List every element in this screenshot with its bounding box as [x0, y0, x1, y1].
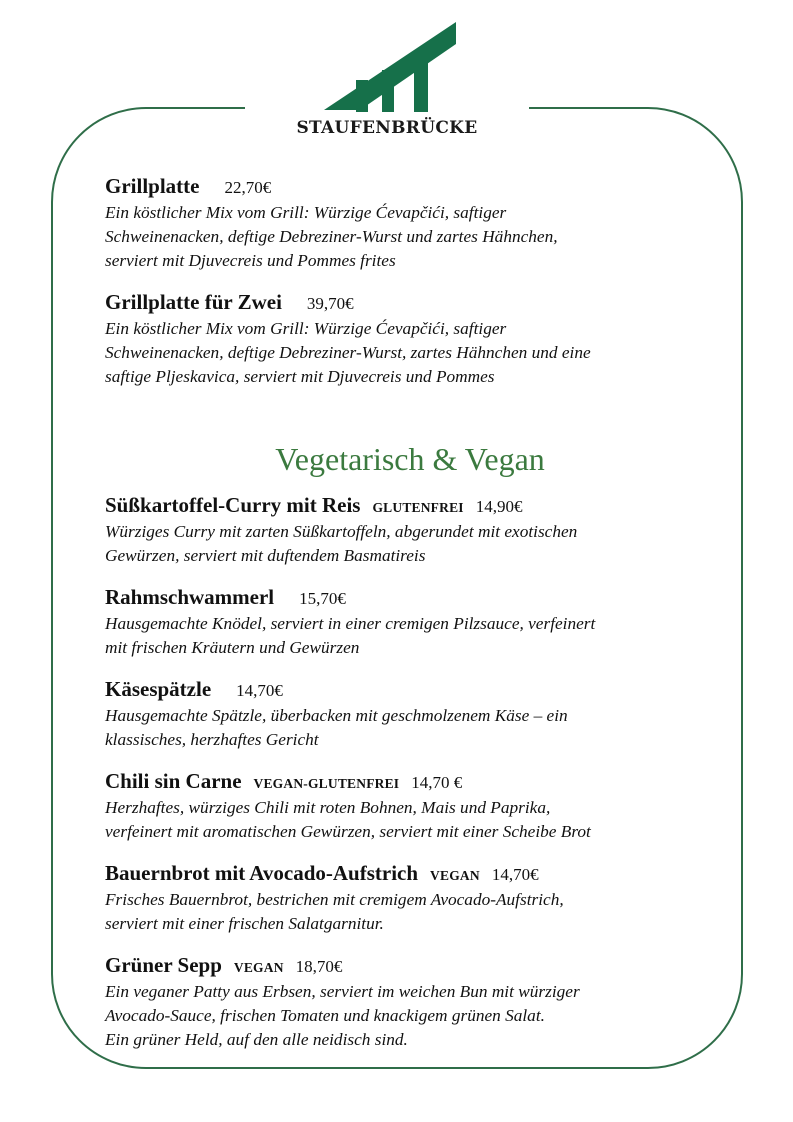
menu-content: [105, 174, 715, 1069]
menu-item-name: Süßkartoffel-Curry mit Reis: [105, 493, 361, 517]
bridge-logo-icon: [320, 20, 460, 112]
menu-item-description: [105, 201, 715, 273]
section-title: Vegetarisch & Vegan: [275, 441, 545, 477]
menu-item-description: [105, 612, 715, 660]
menu-item: [105, 174, 715, 273]
grill-list: [105, 174, 715, 389]
menu-item: [105, 677, 715, 752]
menu-item-tag: VEGAN: [233, 960, 284, 975]
description-line: Würziges Curry mit zarten Süßkartoffeln, abgerundet mit exotischen: [105, 522, 578, 541]
menu-item-tag: GLUTENFREI: [372, 500, 464, 515]
menu-item-name: Bauernbrot mit Avocado-Aufstrich: [105, 861, 419, 885]
description-line: Hausgemachte Spätzle, überbacken mit geschmolzenem Käse – ein: [105, 706, 568, 725]
description-line: Hausgemachte Knödel, serviert in einer cremigen Pilzsauce, verfeinert: [105, 614, 596, 633]
brand-name: STAUFENBRÜCKE: [296, 118, 478, 138]
description-line: serviert mit Djuvecreis und Pommes frites: [105, 251, 396, 270]
description-line: Herzhaftes, würziges Chili mit roten Bohnen, Mais und Paprika,: [105, 798, 551, 817]
menu-item-header: [105, 861, 715, 886]
menu-item-description: [105, 704, 715, 752]
menu-item-name: Grüner Sepp: [105, 953, 222, 977]
menu-item-price: 18,70€: [295, 957, 343, 976]
menu-item-tag: VEGAN: [430, 868, 480, 883]
description-line: Ein köstlicher Mix vom Grill: Würzige Ćevapčići, saftiger: [105, 319, 507, 338]
menu-item-tag: VEGAN-GLUTENFREI: [253, 776, 400, 791]
menu-item-name: Käsespätzle: [105, 677, 212, 701]
menu-item-description: [105, 796, 715, 844]
description-line: Ein köstlicher Mix vom Grill: Würzige Ćevapčići, saftiger: [105, 203, 507, 222]
description-line: Gewürzen, serviert mit duftendem Basmatireis: [105, 546, 426, 565]
description-line: Schweinenacken, deftige Debreziner-Wurst und zartes Hähnchen,: [105, 227, 558, 246]
menu-item: [105, 493, 715, 568]
description-line: klassisches, herzhaftes Gericht: [105, 730, 319, 749]
menu-item-name: Grillplatte für Zwei: [105, 290, 282, 314]
description-line: mit frischen Kräutern und Gewürzen: [105, 638, 360, 657]
menu-item-header: [105, 677, 715, 702]
menu-item: [105, 861, 715, 936]
description-line: verfeinert mit aromatischen Gewürzen, serviert mit einer Scheibe Brot: [105, 822, 591, 841]
menu-item-price: 14,70€: [491, 865, 539, 884]
description-line: serviert mit einer frischen Salatgarnitur.: [105, 914, 384, 933]
menu-item-header: [105, 769, 715, 794]
description-line: Avocado-Sauce, frischen Tomaten und knackigem grünen Salat.: [105, 1006, 545, 1025]
menu-item-header: [105, 290, 715, 315]
menu-item-description: [105, 888, 715, 936]
menu-item-price: 14,90€: [475, 497, 523, 516]
description-line: Frisches Bauernbrot, bestrichen mit cremigem Avocado-Aufstrich,: [105, 890, 564, 909]
menu-item: [105, 953, 715, 1052]
menu-item-price: 14,70€: [236, 681, 283, 700]
menu-item: [105, 585, 715, 660]
menu-item: [105, 290, 715, 389]
menu-item-description: [105, 980, 715, 1052]
menu-item-header: [105, 953, 715, 978]
menu-item-description: [105, 317, 715, 389]
veg-list: [105, 493, 715, 1052]
menu-item-header: [105, 585, 715, 610]
description-line: Ein grüner Held, auf den alle neidisch sind.: [105, 1030, 408, 1049]
menu-item-name: Rahmschwammerl: [105, 585, 275, 609]
menu-item-name: Chili sin Carne: [105, 769, 242, 793]
menu-item-price: 15,70€: [299, 589, 346, 608]
description-line: Ein veganer Patty aus Erbsen, serviert im weichen Bun mit würziger: [105, 982, 580, 1001]
menu-item-description: [105, 520, 715, 568]
description-line: Schweinenacken, deftige Debreziner-Wurst, zartes Hähnchen und eine: [105, 343, 591, 362]
menu-item-price: 22,70€: [224, 178, 272, 197]
menu-item-price: 14,70 €: [411, 773, 463, 792]
menu-item-price: 39,70€: [306, 294, 354, 313]
menu-item: [105, 769, 715, 844]
menu-item-name: Grillplatte: [105, 174, 200, 198]
menu-item-header: [105, 493, 715, 518]
menu-item-header: [105, 174, 715, 199]
description-line: saftige Pljeskavica, serviert mit Djuvecreis und Pommes: [105, 367, 495, 386]
